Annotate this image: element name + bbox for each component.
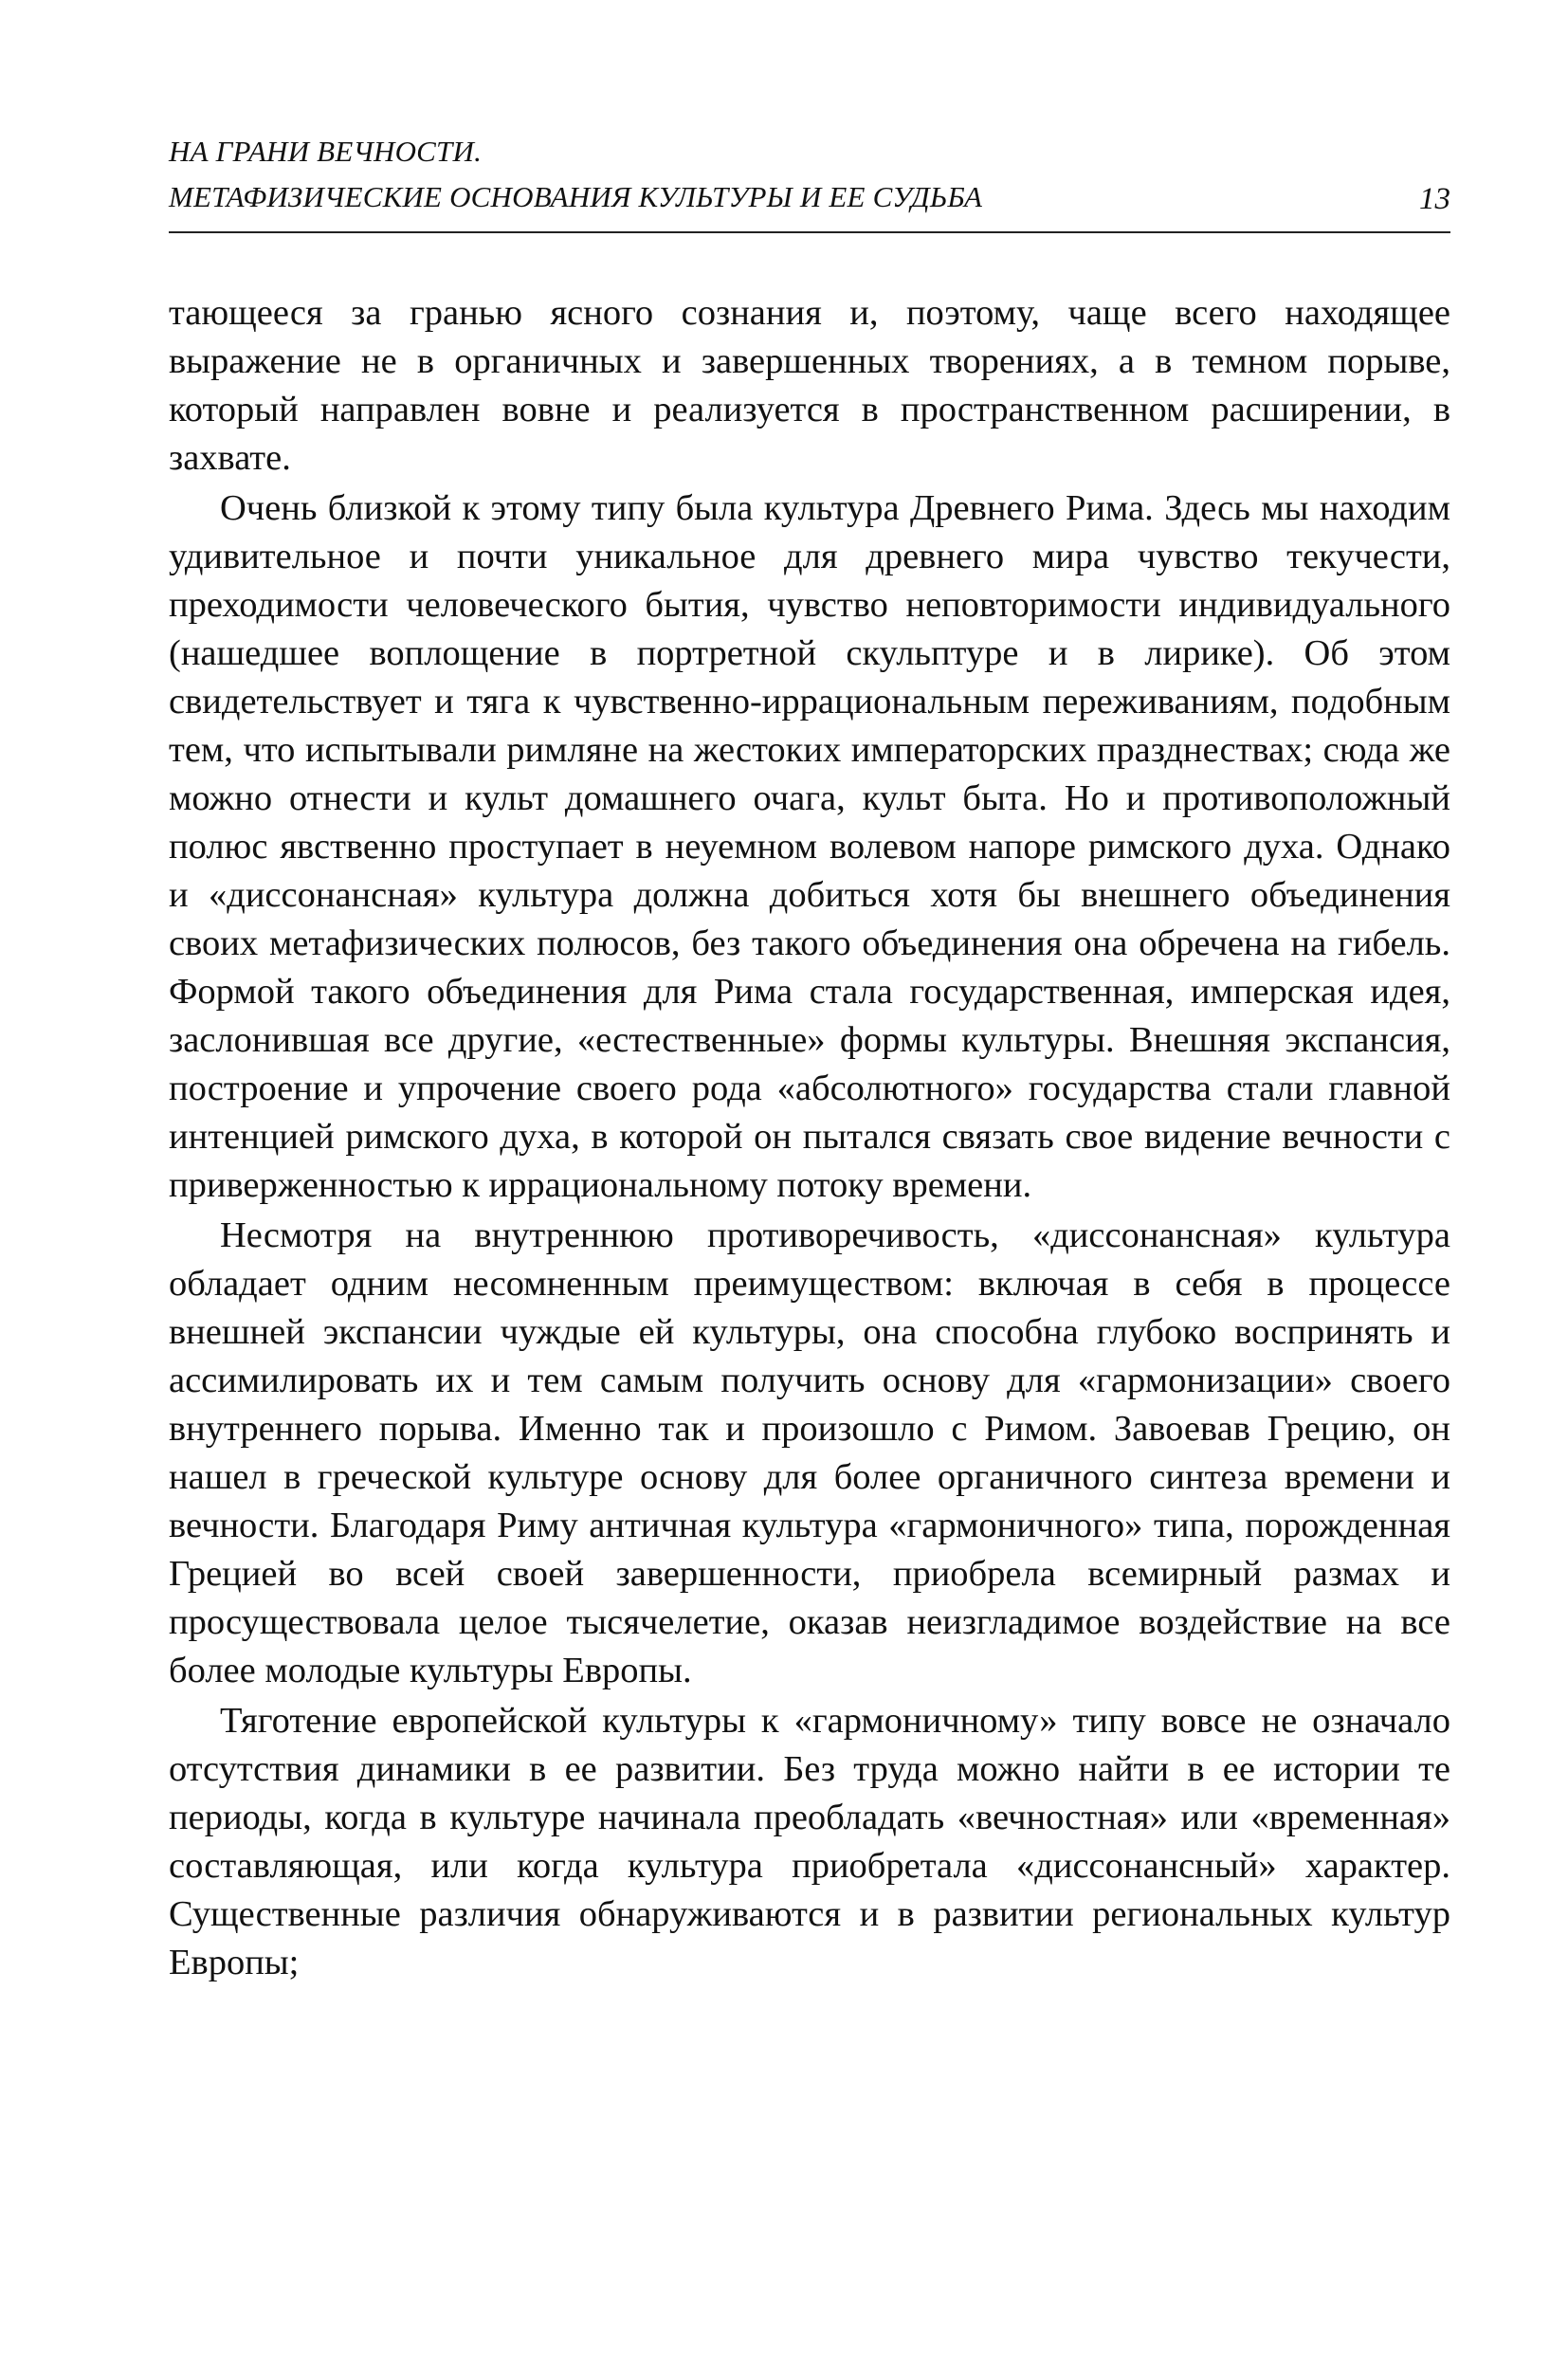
- paragraph: Тяготение европейской культуры к «гармоничному» типу вовсе не означало отсутствия динамики в ее развитии. Без труда можно найти в ее истории те периоды, когда в культуре начинала преобладать «вечностная» или «временная» составляющая, или когда культура приобретала «диссонансный» характер. Существенные различия обнаруживаются и в развитии региональных культур Европы;: [169, 1701, 1450, 1982]
- running-header: [169, 131, 1450, 233]
- paragraph: Очень близкой к этому типу была культура Древнего Рима. Здесь мы находим удивительное и почти уникальное для древнего мира чувство текучести, преходимости человеческого бытия, чувство неповторимости индивидуального (нашедшее воплощение в портретной скульптуре и в лирике). Об этом свидетельствует и тяга к чувственно-иррациональным переживаниям, подобным тем, что испытывали римляне на жестоких императорских празднествах; сюда же можно отнести и культ домашнего очага, культ быта. Но и противоположный полюс явственно проступает в неуемном волевом напоре римского духа. Однако и «диссонансная» культура должна добиться хотя бы внешнего объединения своих метафизических полюсов, без такого объединения она обречена на гибель. Формой такого объединения для Рима стала государственная, имперская идея, заслонившая все другие, «естественные» формы культуры. Внешняя экспансия, построение и упрочение своего рода «абсолютного» государства стали главной интенцией римского духа, в которой он пытался связать свое видение вечности с приверженностью к иррациональному потоку времени.: [169, 488, 1450, 1205]
- running-title-line-1: НА ГРАНИ ВЕЧНОСТИ.: [169, 135, 483, 168]
- paragraph: Несмотря на внутреннюю противоречивость, «диссонансная» культура обладает одним несомненным преимуществом: включая в себя в процессе внешней экспансии чуждые ей культуры, она способна глубоко воспринять и ассимилировать их и тем самым получить основу для «гармонизации» своего внутреннего порыва. Именно так и произошло с Римом. Завоевав Грецию, он нашел в греческой культуре основу для более органичного синтеза времени и вечности. Благодаря Риму античная культура «гармоничного» типа, порожденная Грецией во всей своей завершенности, приобрела всемирный размах и просуществовала целое тысячелетие, оказав неизгладимое воздействие на все более молодые культуры Европы.: [169, 1215, 1450, 1690]
- book-page: [169, 0, 1450, 2374]
- body-text: [169, 289, 1450, 1987]
- running-title-line-2: МЕТАФИЗИЧЕСКИЕ ОСНОВАНИЯ КУЛЬТУРЫ И ЕЕ СУДЬБА: [169, 180, 983, 213]
- page-number: 13: [1419, 182, 1450, 216]
- paragraph-continued: тающееся за гранью ясного сознания и, поэтому, чаще всего находящее выражение не в органичных и завершенных творениях, а в темном порыве, который направлен вовне и реализуется в пространственном расширении, в захвате.: [169, 293, 1450, 478]
